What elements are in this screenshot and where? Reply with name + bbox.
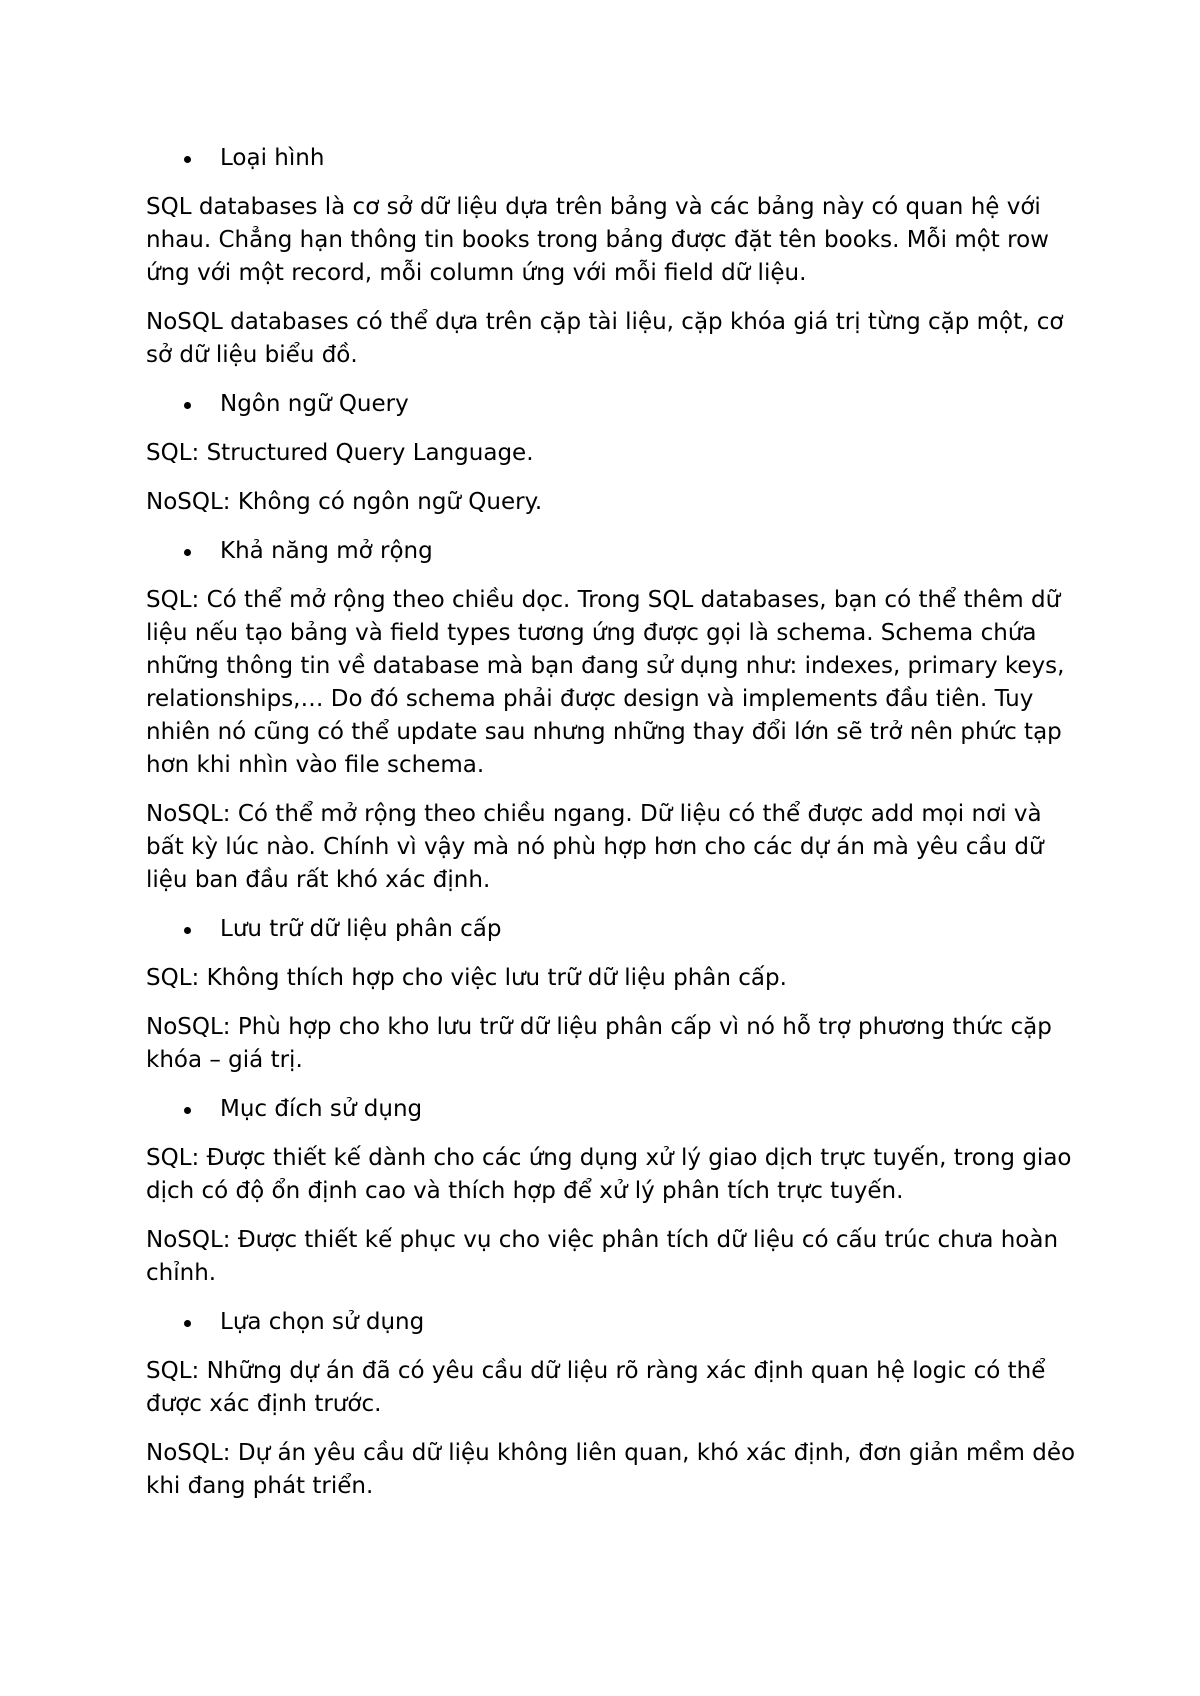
paragraph: NoSQL: Được thiết kế phục vụ cho việc phân tích dữ liệu có cấu trúc chưa hoàn chỉnh. (146, 1227, 1059, 1286)
bullet-heading: Loại hình (220, 145, 325, 171)
section-luu-tru-du-lieu (146, 913, 1076, 1077)
paragraph: SQL: Không thích hợp cho việc lưu trữ dữ liệu phân cấp. (146, 965, 787, 991)
paragraph: NoSQL: Có thể mở rộng theo chiều ngang. Dữ liệu có thể được add mọi nơi và bất kỳ lúc nào. Chính vì vậy mà nó phù hợp hơn cho các dự án mà yêu cầu dữ liệu ban đầu rất khó xác định. (146, 801, 1044, 893)
section-muc-dich-su-dung (146, 1093, 1076, 1290)
bullet-item (146, 388, 1076, 421)
bullet-heading: Lựa chọn sử dụng (220, 1309, 425, 1335)
bullet-dot-icon (184, 402, 191, 409)
paragraph: NoSQL: Phù hợp cho kho lưu trữ dữ liệu phân cấp vì nó hỗ trợ phương thức cặp khóa – giá trị. (146, 1014, 1052, 1073)
section-kha-nang-mo-rong (146, 535, 1076, 897)
document-page (146, 142, 1076, 1519)
bullet-heading: Khả năng mở rộng (220, 538, 433, 564)
bullet-item (146, 1093, 1076, 1126)
section-ngon-ngu-query (146, 388, 1076, 519)
bullet-item (146, 142, 1076, 175)
bullet-item (146, 913, 1076, 946)
bullet-item (146, 535, 1076, 568)
bullet-heading: Ngôn ngữ Query (220, 391, 409, 417)
bullet-heading: Lưu trữ dữ liệu phân cấp (220, 916, 502, 942)
paragraph: NoSQL: Không có ngôn ngữ Query. (146, 489, 543, 515)
paragraph: NoSQL: Dự án yêu cầu dữ liệu không liên quan, khó xác định, đơn giản mềm dẻo khi đang phát triển. (146, 1440, 1076, 1499)
paragraph: SQL: Những dự án đã có yêu cầu dữ liệu rõ ràng xác định quan hệ logic có thể được xác định trước. (146, 1358, 1046, 1417)
bullet-dot-icon (184, 927, 191, 934)
bullet-dot-icon (184, 1320, 191, 1327)
bullet-dot-icon (184, 1107, 191, 1114)
section-lua-chon-su-dung (146, 1306, 1076, 1503)
paragraph: SQL: Được thiết kế dành cho các ứng dụng xử lý giao dịch trực tuyến, trong giao dịch có độ ổn định cao và thích hợp để xử lý phân tích trực tuyến. (146, 1145, 1072, 1204)
paragraph: SQL: Structured Query Language. (146, 440, 534, 466)
bullet-dot-icon (184, 549, 191, 556)
bullet-dot-icon (184, 156, 191, 163)
paragraph: NoSQL databases có thể dựa trên cặp tài liệu, cặp khóa giá trị từng cặp một, cơ sở dữ liệu biểu đồ. (146, 309, 1064, 368)
paragraph: SQL: Có thể mở rộng theo chiều dọc. Trong SQL databases, bạn có thể thêm dữ liệu nếu tạo bảng và field types tương ứng được gọi là schema. Schema chứa những thông tin về database mà bạn đang sử dụng như: indexes, primary keys, relationships,… Do đó schema phải được design và implements đầu tiên. Tuy nhiên nó cũng có thể update sau nhưng những thay đổi lớn sẽ trở nên phức tạp hơn khi nhìn vào file schema. (146, 587, 1065, 778)
section-loai-hinh (146, 142, 1076, 372)
bullet-item (146, 1306, 1076, 1339)
bullet-heading: Mục đích sử dụng (220, 1096, 423, 1122)
paragraph: SQL databases là cơ sở dữ liệu dựa trên bảng và các bảng này có quan hệ với nhau. Chẳng hạn thông tin books trong bảng được đặt tên books. Mỗi một row ứng với một record, mỗi column ứng với mỗi field dữ liệu. (146, 194, 1049, 286)
